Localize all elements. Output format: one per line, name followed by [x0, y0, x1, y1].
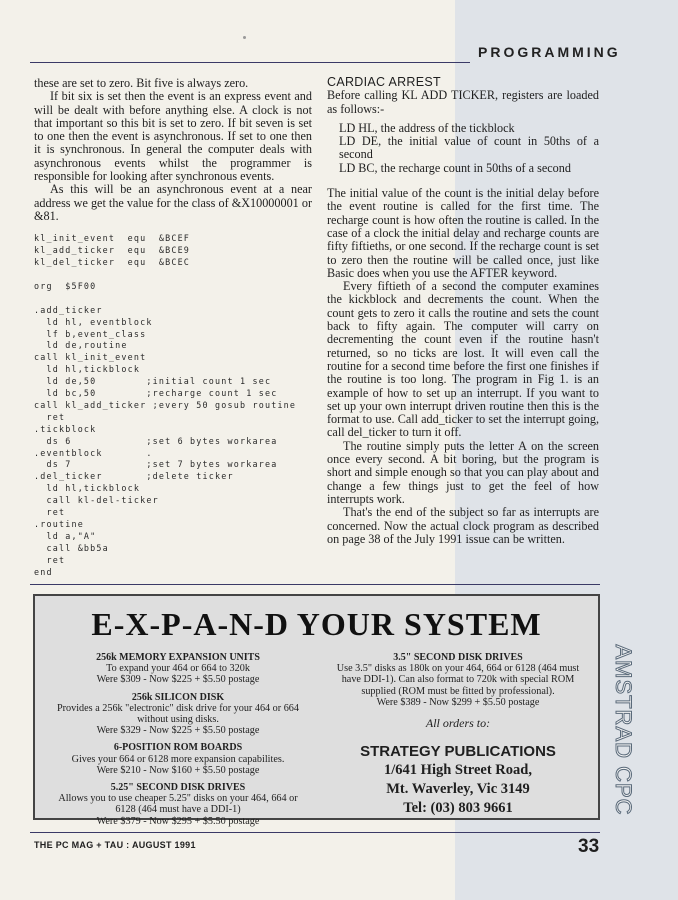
section-label: PROGRAMMING — [478, 44, 621, 60]
ad-item-price: Were $210 - Now $160 + $5.50 postage — [96, 764, 260, 776]
right-intro: Before calling KL ADD TICKER, registers are loaded as follows:- — [327, 88, 599, 116]
ad-item-price: Were $389 - Now $299 + $5.50 postage — [376, 696, 540, 708]
ad-item-price: Were $329 - Now $225 + $5.50 postage — [96, 725, 260, 737]
left-paragraph-2: If bit six is set then the event is an express event and will be dealt with before anything else. A clock is not that important so this bit is set to zero. If bit seven is set to one then the event is asynchronous. If set to one then it is synchronous. In general the computer deals with asynchronous events whilst the programmer is responsible for looking after synchronous events. — [34, 89, 312, 184]
ad-item-heading: 6-POSITION ROM BOARDS — [113, 742, 243, 754]
ad-left-column — [47, 652, 309, 833]
left-paragraph-3: As this will be an asynchronous event at a near address we get the value for the class of &X10000001 or &81. — [34, 182, 312, 223]
ad-item — [47, 742, 309, 776]
ad-right-column — [327, 652, 589, 818]
ad-telephone: Tel: (03) 803 9661 — [403, 800, 513, 817]
register-bc: LD BC, the recharge count in 50ths of a second — [339, 160, 571, 175]
sidebar-vertical-label — [608, 640, 638, 820]
ad-item-price: Were $309 - Now $225 + $5.50 postage — [96, 674, 260, 686]
right-paragraph-3: The routine simply puts the letter A on the screen once every second. A bit boring, but the program is short and simple enough so that you can play about and change a few things just to get the feel of how interrupts work. — [327, 438, 599, 506]
left-paragraph-1: these are set to zero. Bit five is always zero. — [34, 76, 249, 90]
ad-top-rule — [30, 584, 600, 585]
register-hl: LD HL, the address of the tickblock — [339, 120, 515, 135]
footer-rule — [30, 832, 600, 833]
ad-item — [47, 652, 309, 686]
right-paragraph-1: The initial value of the count is the initial delay before the event routine is called for the first time. The recharge count is how often the routine is called. In the case of a clock the initial delay and recharge counts are fifty fiftieths, or one second. If the recharge count is set to zero then the routine will be called once, just like Basic does when you use the AFTER keyword. — [327, 186, 599, 280]
ad-item — [327, 652, 589, 708]
ad-item-desc: To expand your 464 or 664 to 320k — [106, 663, 250, 675]
left-column — [34, 77, 312, 579]
right-column — [327, 76, 599, 546]
ad-address-line-1: 1/641 High Street Road, — [384, 762, 532, 779]
right-paragraph-2: Every fiftieth of a second the computer examines the kickblock and decrements the count. When the count gets to zero it calls the routine and sets the count back to fifty again. The computer will carry on decrementing the count even if the routine hasn't returned, so no ticks are lost. It will even call the routine for a second time before the first one finishes if the routine is too long. The program in Fig 1. is an example of how to set up an interrupt. If you want to set up your own interrupt driven routine then this is the format to use. Call add_ticker to set the interrupt going, call del_ticker to turn it off. — [327, 279, 599, 440]
ad-item-heading: 5.25" SECOND DISK DRIVES — [110, 782, 246, 794]
sidebar-label-text: AMSTRAD CPC — [611, 644, 636, 816]
printing-mark — [243, 36, 246, 39]
register-de: LD DE, the initial value of count in 50ths of a second — [339, 134, 599, 162]
page-number: 33 — [578, 836, 600, 857]
ad-orders-label: All orders to: — [425, 716, 491, 731]
ad-company-name: STRATEGY PUBLICATIONS — [360, 743, 556, 761]
ad-item-heading: 256k MEMORY EXPANSION UNITS — [96, 652, 260, 663]
ad-title: E-X-P-A-N-D YOUR SYSTEM — [91, 606, 542, 642]
ad-item-desc: Allows you to use cheaper 5.25" disks on your 464, 664 or 6128 (464 must have a DDI-1) — [58, 793, 298, 816]
ad-item-heading: 256k SILICON DISK — [131, 691, 225, 703]
footer-publication: THE PC MAG + TAU : AUGUST 1991 — [34, 840, 196, 850]
right-paragraph-4: That's the end of the subject so far as interrupts are concerned. Now the actual clock program as described on page 38 of the July 1991 issue can be written. — [327, 505, 599, 546]
section-heading: CARDIAC ARREST — [327, 75, 441, 89]
ad-item — [47, 692, 309, 737]
ad-address-line-2: Mt. Waverley, Vic 3149 — [386, 781, 530, 798]
ad-item-desc: Provides a 256k "electronic" disk drive for your 464 or 664 without using disks. — [56, 702, 299, 726]
code-listing: kl_init_event equ &BCEF kl_add_ticker equ &BCE9 kl_del_ticker equ &BCEC org $5F00 .add_ticker ld hl, eventblock lf b,event_class ld de,routine call kl_init_event ld hl,tickblock ld de,50 ;initial count 1 sec ld bc,50 ;recharge count 1 sec call kl_add_ticker ;every 50 gosub routine ret .tickblock ds 6 ;set 6 bytes workarea .eventblock . ds 7 ;set 7 bytes workarea .del_ticker ;delete ticker ld hl,tickblock call kl-del-ticker ret .routine ld a,"A" call &bb5a ret end — [34, 233, 297, 577]
ad-item-desc: Gives your 664 or 6128 more expansion capabilites. — [71, 753, 285, 765]
header-rule — [30, 62, 470, 63]
ad-item — [47, 782, 309, 827]
ad-item-desc: Use 3.5" disks as 180k on your 464, 664 or 6128 (464 must have DDI-1). Can also format to 720k with special ROM supplied (ROM must be fitted by professional). — [336, 663, 580, 697]
ad-item-heading: 3.5" SECOND DISK DRIVES — [393, 652, 523, 663]
ad-item-price: Were $379 - Now $295 + $5.50 postage — [96, 815, 260, 827]
advertisement — [33, 594, 600, 827]
